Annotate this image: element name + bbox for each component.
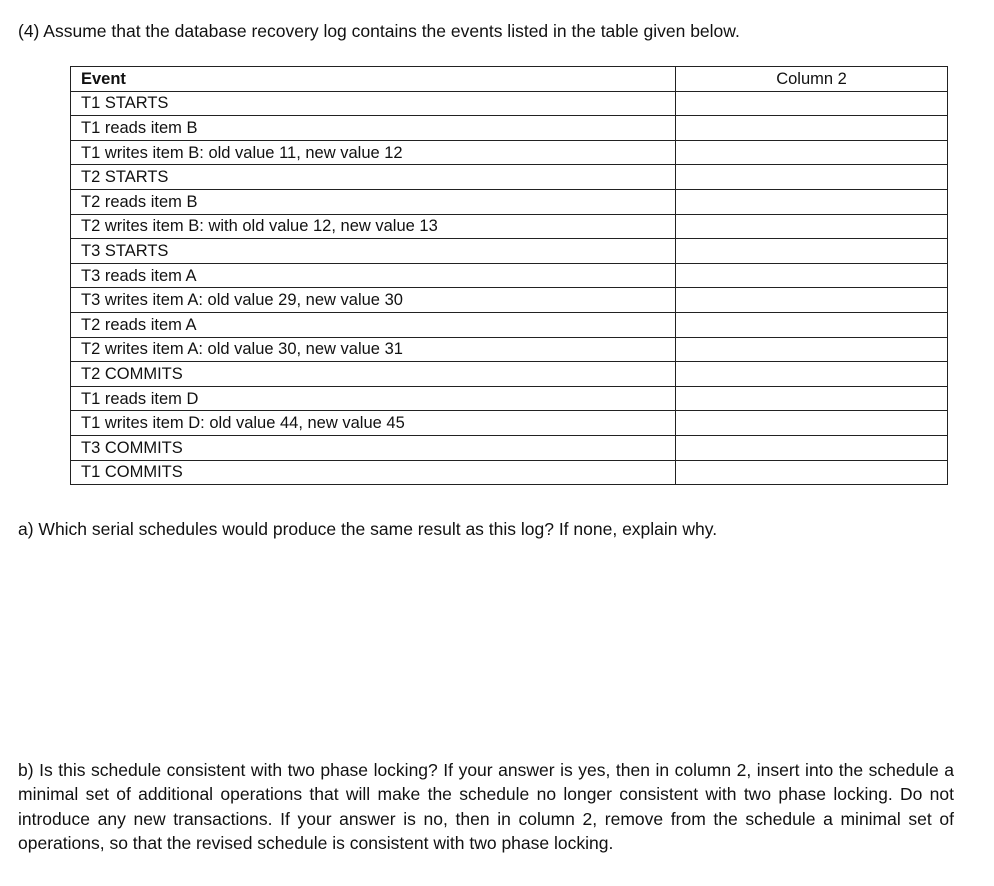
event-cell: T2 reads item B [71, 189, 676, 214]
table-row [71, 140, 948, 165]
column-2-cell [676, 189, 948, 214]
event-cell: T2 COMMITS [71, 362, 676, 387]
header-event: Event [71, 67, 676, 92]
event-cell: T2 STARTS [71, 165, 676, 190]
column-2-cell [676, 116, 948, 141]
event-cell: T1 writes item B: old value 11, new value 12 [71, 140, 676, 165]
table-row [71, 189, 948, 214]
event-cell: T1 writes item D: old value 44, new value 45 [71, 411, 676, 436]
header-column-2: Column 2 [676, 67, 948, 92]
event-cell: T1 STARTS [71, 91, 676, 116]
event-cell: T1 reads item D [71, 386, 676, 411]
column-2-cell [676, 263, 948, 288]
table-row [71, 263, 948, 288]
event-cell: T3 COMMITS [71, 435, 676, 460]
column-2-cell [676, 460, 948, 485]
column-2-cell [676, 91, 948, 116]
column-2-cell [676, 362, 948, 387]
column-2-cell [676, 435, 948, 460]
question-intro: (4) Assume that the database recovery log contains the events listed in the table given below. [18, 21, 740, 41]
column-2-cell [676, 288, 948, 313]
column-2-cell [676, 386, 948, 411]
column-2-cell [676, 312, 948, 337]
table-row [71, 337, 948, 362]
table-row [71, 91, 948, 116]
event-cell: T2 writes item A: old value 30, new value 31 [71, 337, 676, 362]
event-cell: T1 COMMITS [71, 460, 676, 485]
column-2-cell [676, 140, 948, 165]
table-row [71, 386, 948, 411]
column-2-cell [676, 214, 948, 239]
column-2-cell [676, 165, 948, 190]
event-cell: T3 STARTS [71, 239, 676, 264]
event-cell: T3 writes item A: old value 29, new value 30 [71, 288, 676, 313]
table-row [71, 411, 948, 436]
column-2-cell [676, 411, 948, 436]
event-cell: T2 reads item A [71, 312, 676, 337]
event-cell: T1 reads item B [71, 116, 676, 141]
table-row [71, 116, 948, 141]
question-a: a) Which serial schedules would produce the same result as this log? If none, explain why. [18, 519, 718, 539]
table-header-row [71, 67, 948, 92]
question-b: b) Is this schedule consistent with two phase locking? If your answer is yes, then in column 2, insert into the schedule a minimal set of additional operations that will make the schedule no longer consistent with two phase locking. Do not introduce any new transactions. If your answer is no, then in column 2, remove from the schedule a minimal set of operations, so that the revised schedule is consistent with two phase locking. [18, 760, 954, 853]
table-row [71, 362, 948, 387]
table-row [71, 239, 948, 264]
table-row [71, 460, 948, 485]
column-2-cell [676, 239, 948, 264]
table-row [71, 214, 948, 239]
event-cell: T2 writes item B: with old value 12, new value 13 [71, 214, 676, 239]
event-cell: T3 reads item A [71, 263, 676, 288]
table-row [71, 165, 948, 190]
table-row [71, 312, 948, 337]
column-2-cell [676, 337, 948, 362]
table-body [71, 91, 948, 485]
table-row [71, 435, 948, 460]
recovery-log-table [70, 66, 948, 485]
table-row [71, 288, 948, 313]
